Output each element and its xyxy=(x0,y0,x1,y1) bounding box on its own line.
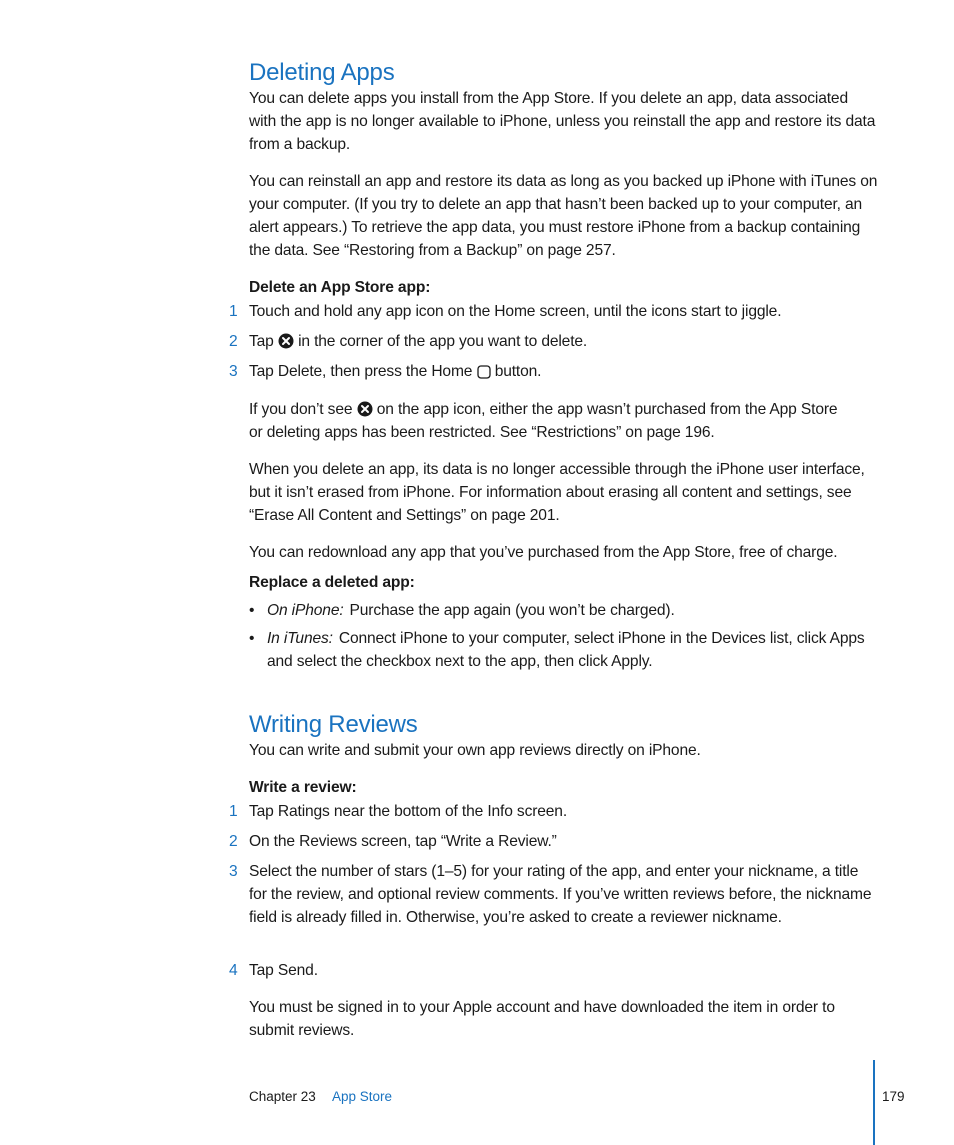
step-text-post: button. xyxy=(494,363,542,380)
step-text: Touch and hold any app icon on the Home screen, until the icons start to jiggle. xyxy=(249,303,782,320)
note-post: on the app icon, either the app wasn’t purchased from the App Store or deleting apps has been restricted. See “Restrictions” on page 196. xyxy=(249,401,838,441)
delete-badge-icon xyxy=(357,401,373,417)
note-pre: If you don’t see xyxy=(249,401,353,418)
bullet-item xyxy=(267,599,877,622)
bullet-item xyxy=(267,627,877,673)
reviews-intro: You can write and submit your own app reviews directly on iPhone. xyxy=(249,742,701,759)
bullet-text: Purchase the app again (you won’t be charged). xyxy=(349,602,675,619)
delete-badge-icon xyxy=(278,333,294,349)
bullet-label: In iTunes: xyxy=(267,630,333,647)
bullet-glyph: • xyxy=(249,602,255,619)
step-number: 2 xyxy=(229,333,238,350)
task-label-delete: Delete an App Store app: xyxy=(249,279,431,296)
step-text-pre: Tap Delete, then press the Home xyxy=(249,363,473,380)
section-heading-writing-reviews: Writing Reviews xyxy=(249,711,418,738)
step-text: Select the number of stars (1–5) for your rating of the app, and enter your nickname, a title for the review, and optional review comments. If you’ve written reviews before, the nickname field is already filled in. Otherwise, you’re asked to create a reviewer nickname. xyxy=(249,863,872,926)
step-text: On the Reviews screen, tap “Write a Review.” xyxy=(249,833,557,850)
page-number: 179 xyxy=(882,1089,905,1104)
step-number: 1 xyxy=(229,803,238,820)
deleting-para-4: You can redownload any app that you’ve purchased from the App Store, free of charge. xyxy=(249,544,838,561)
footer-chapter: Chapter 23 xyxy=(249,1089,316,1104)
step-number: 4 xyxy=(229,962,238,979)
step-number: 2 xyxy=(229,833,238,850)
step-text-pre: Tap xyxy=(249,333,274,350)
step-number: 3 xyxy=(229,363,238,380)
step-text-post: in the corner of the app you want to delete. xyxy=(298,333,588,350)
task-label-write-review: Write a review: xyxy=(249,779,357,796)
section-heading-deleting-apps: Deleting Apps xyxy=(249,59,395,86)
home-button-icon xyxy=(477,365,491,379)
deleting-note xyxy=(249,398,849,444)
reviews-closing: You must be signed in to your Apple account and have downloaded the item in order to submit reviews. xyxy=(249,999,835,1039)
step-number: 3 xyxy=(229,863,238,880)
bullet-glyph: • xyxy=(249,630,255,647)
step-text xyxy=(249,330,879,353)
bullet-text: Connect iPhone to your computer, select iPhone in the Devices list, click Apps and select the checkbox next to the app, then click Apply. xyxy=(267,630,865,670)
step-text: Tap Ratings near the bottom of the Info screen. xyxy=(249,803,568,820)
step-number: 1 xyxy=(229,303,238,320)
footer-chapter-title: App Store xyxy=(332,1089,393,1104)
task-label-replace: Replace a deleted app: xyxy=(249,574,415,591)
deleting-para-1: You can delete apps you install from the App Store. If you delete an app, data associated with the app is no longer available to iPhone, unless you reinstall the app and restore its data from a backup. xyxy=(249,90,876,153)
footer-divider xyxy=(873,1060,875,1145)
step-text xyxy=(249,360,879,383)
deleting-para-3: When you delete an app, its data is no longer accessible through the iPhone user interface, but it isn’t erased from iPhone. For information about erasing all content and settings, see “Erase All Content and Settings” on page 201. xyxy=(249,461,865,524)
deleting-para-2: You can reinstall an app and restore its data as long as you backed up iPhone with iTunes on your computer. (If you try to delete an app that hasn’t been backed up to your computer, an alert appears.) To retrieve the app data, you must restore iPhone from a backup containing the data. See “Restoring from a Backup” on page 257. xyxy=(249,173,878,259)
step-text: Tap Send. xyxy=(249,962,318,979)
bullet-label: On iPhone: xyxy=(267,602,344,619)
